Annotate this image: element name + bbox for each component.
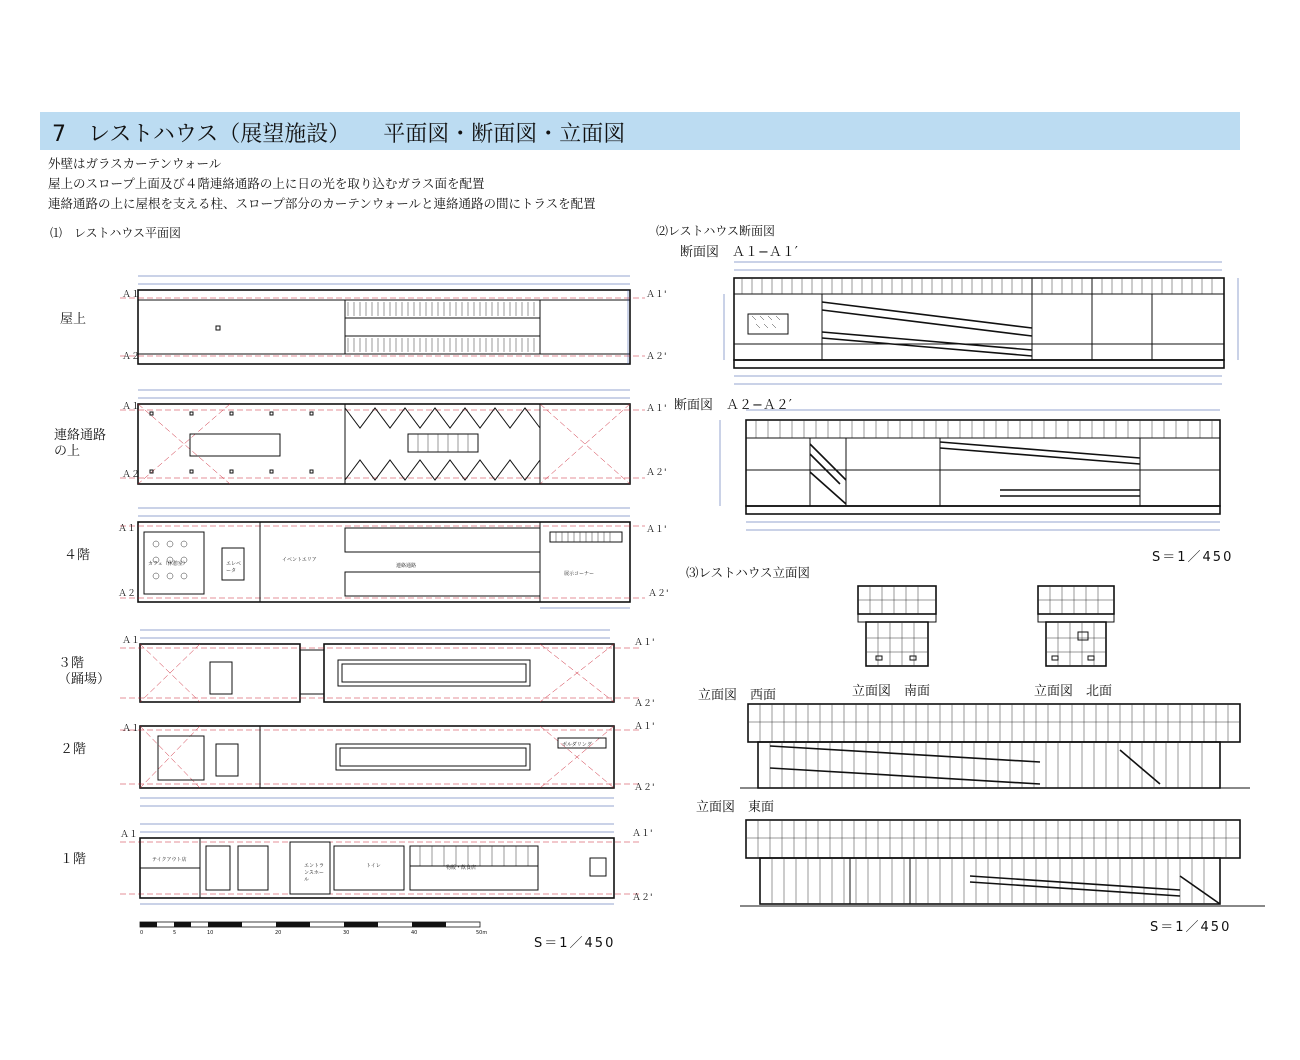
1f-shop-label: 物販・飲食店 [446,865,477,871]
roof-plan-drawing [110,270,655,370]
1f-takeout-label: テイクアウト店 [152,857,187,863]
elevation-north-label: 立面図 北面 [1034,684,1113,699]
2f-a1p-mark: Ａ１' [634,722,655,732]
floor-label-1f: １階 [60,852,87,867]
note-line-1: 外壁はガラスカーテンウォール [48,156,222,171]
4f-exhibit-label: 展示コーナー [564,571,595,577]
elevation-south-label: 立面図 南面 [852,684,931,699]
3f-a1p-mark: Ａ１' [634,638,655,648]
4f-corridor-label: 連絡通路 [396,563,417,569]
roof-a2p-mark: Ａ２' [646,352,667,362]
elevation-north-drawing [1036,584,1120,668]
floor-label-4f: ４階 [64,548,91,563]
note-line-2: 屋上のスロープ上面及び４階連絡通路の上に日の光を取り込むガラス面を配置 [48,176,485,191]
scale-tick-40: 40 [411,930,418,936]
2f-a2p-mark: Ａ２' [634,783,655,793]
corridor-a2-mark: Ａ２ [122,470,141,480]
elevation-south-drawing [856,584,940,668]
1f-a2p-mark: Ａ２' [632,893,653,903]
2f-plan-drawing [110,716,655,812]
2f-bouldering-label: ボルダリング [562,742,592,748]
elevation-scale: S＝1／450 [1150,920,1232,935]
corridor-a1-mark: Ａ１ [122,402,141,412]
3f-a2p-mark: Ａ２' [634,699,655,709]
section-a1-label: 断面図 Ａ１−Ａ１′ [680,245,798,260]
4f-elevator-label: エレベータ [226,561,242,574]
floor-label-3f: ３階 （踊場） [58,656,111,687]
4f-a1p-mark: Ａ１' [646,525,667,535]
section-scale: S＝1／450 [1152,550,1234,565]
4f-cafe-label: カフェ（休憩室） [148,561,188,567]
1f-plan-drawing [110,818,655,914]
roof-glass-slats [348,302,534,352]
3f-a1-mark: Ａ１ [122,636,141,646]
floor-label-2f: ２階 [60,742,87,757]
2f-a1-mark: Ａ１ [122,724,141,734]
scale-tick-20: 20 [275,930,282,936]
roof-a1-mark: Ａ１ [122,290,141,300]
scale-tick-50: 50m [476,930,488,936]
4f-plan-drawing [110,504,655,616]
1f-entrance-label: エントランスホール [304,863,325,883]
elevation-heading: ⑶レストハウス立面図 [686,565,811,580]
elevation-west-drawing [740,700,1260,796]
section-a2-drawing [700,408,1238,538]
corridor-top-plan-drawing [110,384,655,494]
1f-toilet-label: トイレ [366,863,381,869]
roof-a2-mark: Ａ２ [122,352,141,362]
plan-scale: S＝1／450 [534,936,616,951]
scale-tick-10: 10 [207,930,214,936]
plan-heading: ⑴ レストハウス平面図 [50,226,182,240]
section-a1-drawing [712,258,1250,394]
elevation-east-drawing [740,816,1270,912]
corridor-a1p-mark: Ａ１' [646,404,667,414]
scale-tick-0: 0 [140,930,144,936]
title-bar [40,112,1240,150]
elevation-west-label: 立面図 西面 [698,688,777,703]
roof-a1p-mark: Ａ１' [646,290,667,300]
corridor-a2p-mark: Ａ２' [646,468,667,478]
floor-label-corridor: 連絡通路 の上 [54,428,107,459]
1f-a1-mark: Ａ１ [120,830,139,840]
1f-a1p-mark: Ａ１' [632,829,653,839]
4f-event-area-label: イベントエリア [282,557,317,563]
scale-tick-30: 30 [343,930,350,936]
section-a2-label: 断面図 Ａ２−Ａ２′ [674,398,792,413]
page-title: 7 レストハウス（展望施設） 平面図・断面図・立面図 [52,122,626,147]
4f-a1-mark: Ａ１ [118,524,137,534]
graphic-scale-bar [138,920,488,940]
section-heading: ⑵レストハウス断面図 [656,224,776,238]
elevation-east-label: 立面図 東面 [696,800,775,815]
scale-tick-5: 5 [173,930,177,936]
4f-a2p-mark: Ａ２' [648,589,669,599]
floor-label-roof: 屋上 [60,312,87,327]
4f-a2-mark: Ａ２ [118,589,137,599]
3f-plan-drawing [110,626,655,712]
note-line-3: 連絡通路の上に屋根を支える柱、スロープ部分のカーテンウォールと連絡通路の間にトラスを配置 [48,196,596,211]
